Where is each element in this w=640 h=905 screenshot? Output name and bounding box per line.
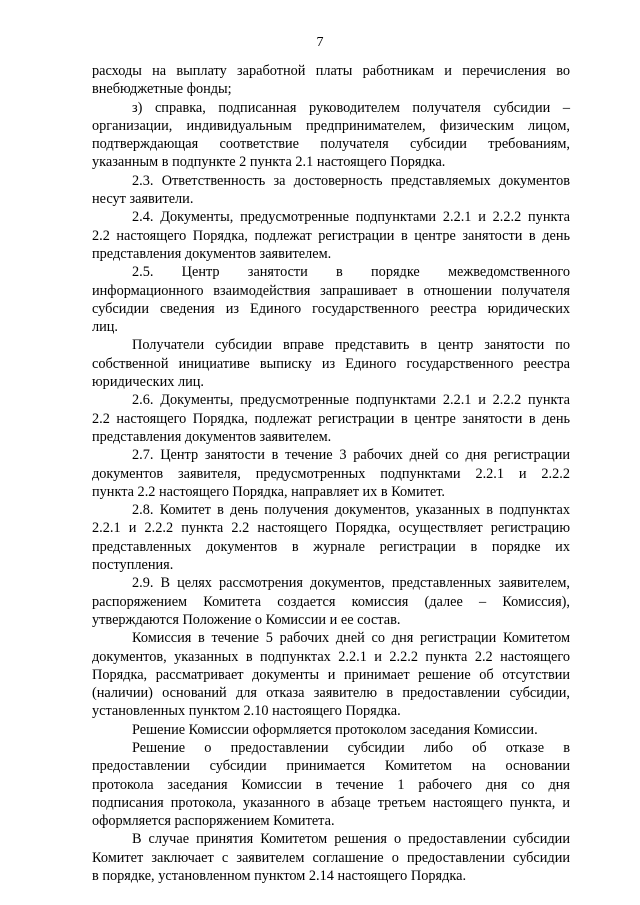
text-line: 2.3. Ответственность за достоверность представляемых документов (132, 172, 570, 189)
text-line: подписания протокола, указанного в абзаце третьем настоящего пункта, и (92, 794, 570, 811)
text-line: утверждаются Положение о Комиссии и ее состав. (92, 611, 401, 628)
text-line: пункта 2.2 настоящего Порядка, направляет их в Комитет. (92, 483, 445, 500)
text-line: оформляется распоряжением Комитета. (92, 813, 335, 830)
text-line: 2.6. Документы, предусмотренные подпунктами 2.2.1 и 2.2.2 пункта (132, 392, 570, 409)
text-line: Порядка, рассматривает документы и принимает решение об отсутствии (92, 666, 570, 683)
text-line: расходы на выплату заработной платы работникам и перечисления во (92, 63, 570, 79)
text-line: собственной инициативе выписку из Единого государственного реестра (92, 355, 570, 372)
text-line: предоставлении субсидии принимается Комитетом на основании (92, 758, 570, 775)
text-line: указанным в подпункте 2 пункта 2.1 настоящего Порядка. (92, 154, 446, 171)
text-line: (наличии) оснований для отказа заявителю в предоставлении субсидии, (92, 685, 570, 702)
text-line: 2.9. В целях рассмотрения документов, представленных заявителем, (132, 575, 570, 592)
text-line: В случае принятия Комитетом решения о предоставлении субсидии (132, 831, 570, 848)
text-line: представления документов заявителем. (92, 245, 332, 262)
text-line: представленных документов в журнале регистрации в порядке их (92, 538, 570, 555)
text-line: подтверждающая соответствие получателя субсидии требованиям, (92, 136, 570, 153)
text-line: представления документов заявителем. (92, 428, 332, 445)
text-line: 2.2 настоящего Порядка, подлежат регистрации в центре занятости в день (92, 227, 570, 244)
text-line: лиц. (92, 319, 119, 336)
text-line: 2.4. Документы, предусмотренные подпунктами 2.2.1 и 2.2.2 пункта (132, 209, 570, 226)
text-line: внебюджетные фонды; (92, 81, 232, 98)
text-line: информационного взаимодействия запрашивает в отношении получателя (92, 282, 570, 299)
text-line: 2.5. Центр занятости в порядке межведомственного (132, 264, 570, 281)
text-line: 2.2 настоящего Порядка, подлежат регистрации в центре занятости в день (92, 410, 570, 427)
text-line: 2.2.1 и 2.2.2 пункта 2.2 настоящего Порядка, осуществляет регистрацию (92, 520, 570, 537)
text-line: организации, индивидуальным предпринимателем, физическим лицом, (92, 117, 570, 134)
text-line: Решение Комиссии оформляется протоколом заседания Комиссии. (132, 721, 538, 738)
text-line: документов заявителя, предусмотренных подпунктами 2.2.1 и 2.2.2 (92, 465, 570, 482)
text-line: субсидии сведения из Единого государственного реестра юридических (92, 300, 570, 317)
page-number: 7 (316, 35, 324, 50)
text-line: в порядке, установленном пунктом 2.14 настоящего Порядка. (92, 868, 467, 885)
text-line: несут заявители. (92, 191, 194, 208)
text-line: 2.7. Центр занятости в течение 3 рабочих дней со дня регистрации (132, 447, 570, 464)
text-line: поступления. (92, 557, 174, 574)
document-body (92, 62, 570, 885)
text-line: 2.8. Комитет в день получения документов, указанных в подпунктах (132, 502, 570, 519)
text-line: юридических лиц. (92, 374, 204, 391)
text-line: Комитет заключает с заявителем соглашение о предоставлении субсидии (92, 849, 570, 866)
text-line: Комиссия в течение 5 рабочих дней со дня регистрации Комитетом (132, 630, 570, 647)
text-line: Решение о предоставлении субсидии либо об отказе в (132, 739, 570, 756)
text-line: документов, указанных в подпунктах 2.2.1 и 2.2.2 пункта 2.2 настоящего (92, 648, 570, 665)
text-line: протокола заседания Комиссии в течение 1 рабочего дня со дня (92, 776, 570, 793)
text-line: Получатели субсидии вправе представить в центр занятости по (132, 337, 570, 354)
text-line: установленных пунктом 2.10 настоящего Порядка. (92, 703, 401, 720)
text-line: распоряжением Комитета создается комиссия (далее – Комиссия), (92, 593, 570, 610)
text-line: з) справка, подписанная руководителем получателя субсидии – (132, 99, 570, 116)
